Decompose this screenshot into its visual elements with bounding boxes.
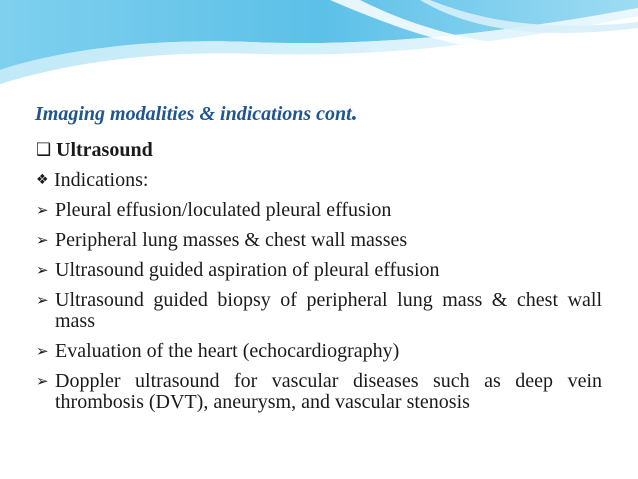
list-item: [36, 368, 602, 413]
list-item-text: Peripheral lung masses & chest wall masses: [55, 229, 408, 251]
arrow-bullet-icon: ➢: [36, 291, 49, 309]
slide-title: [35, 100, 358, 127]
list-item: [36, 227, 602, 253]
list-item-text: Evaluation of the heart (echocardiography): [55, 340, 400, 362]
slide-title-text: Imaging modalities & indications cont: [35, 103, 352, 125]
list-item-text: Ultrasound guided biopsy of peripheral lung mass & chest wall mass: [55, 289, 602, 332]
arrow-bullet-icon: ➢: [36, 201, 49, 219]
heading-line: [36, 137, 602, 163]
diamond-bullet-icon: ❖: [36, 172, 49, 188]
list-item: [36, 257, 602, 283]
arrow-bullet-icon: ➢: [36, 231, 49, 249]
square-bullet-icon: ❑: [36, 140, 52, 160]
subheading-text: Indications:: [54, 169, 149, 191]
slide-body: [36, 137, 602, 419]
slide-title-dot: .: [351, 100, 358, 126]
arrow-bullet-icon: ➢: [36, 261, 49, 279]
list-item: [36, 287, 602, 332]
subheading-line: [36, 167, 602, 193]
header-wave-decoration: [0, 0, 638, 90]
arrow-bullet-icon: ➢: [36, 342, 49, 360]
list-item-text: Doppler ultrasound for vascular diseases such as deep vein thrombosis (DVT), aneurysm, and vascular stenosis: [55, 370, 602, 413]
arrow-bullet-icon: ➢: [36, 372, 49, 390]
list-item-text: Ultrasound guided aspiration of pleural effusion: [55, 259, 440, 281]
list-item: [36, 197, 602, 223]
list-item-text: Pleural effusion/loculated pleural effusion: [55, 199, 392, 221]
heading-text: Ultrasound: [56, 139, 153, 161]
list-item: [36, 338, 602, 364]
